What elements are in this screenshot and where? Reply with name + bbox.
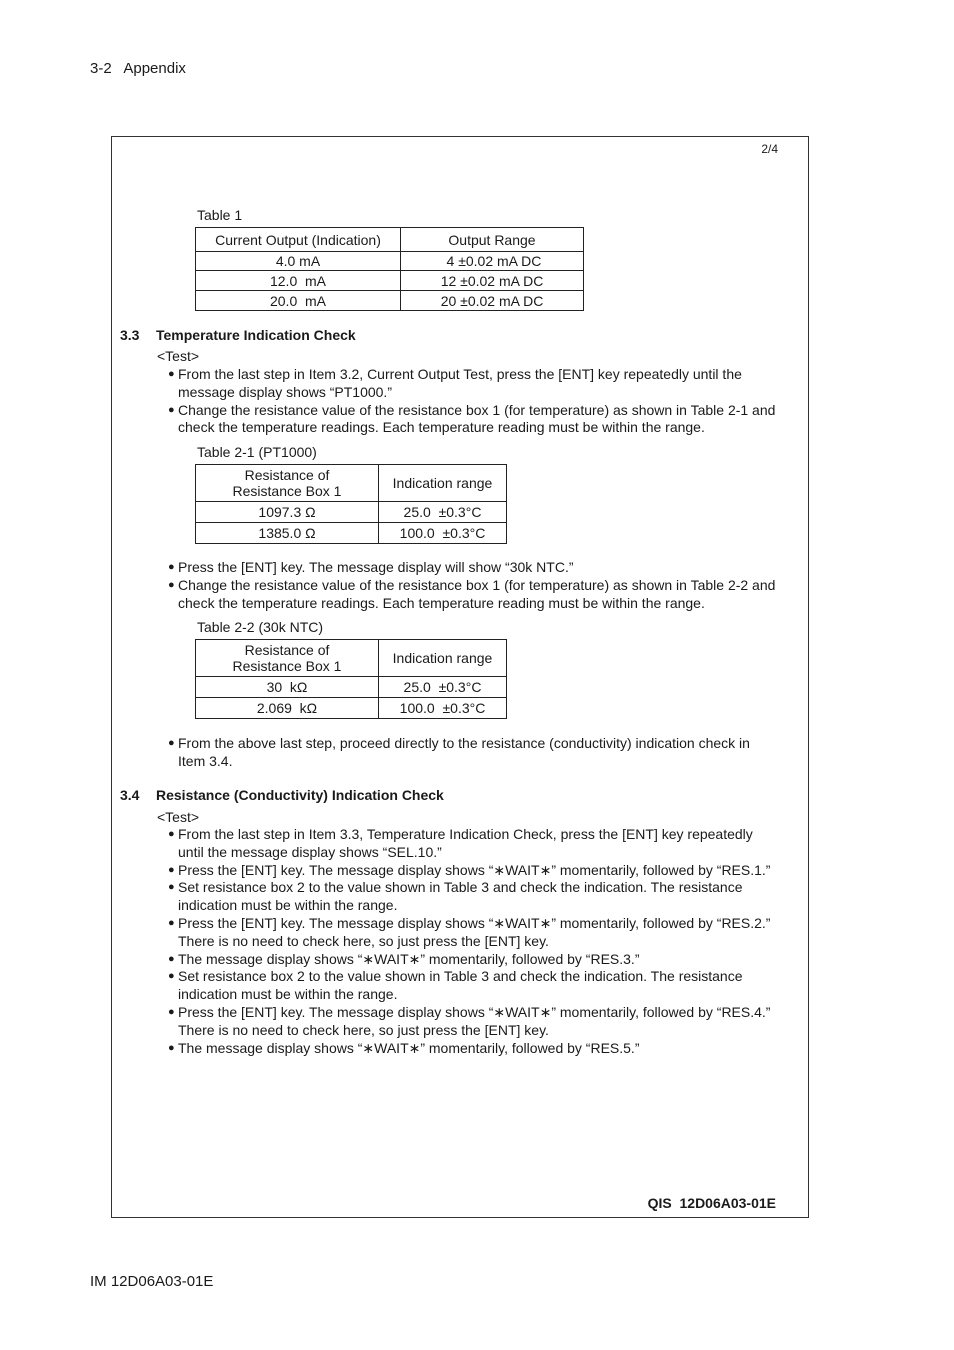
bullet-icon: ● [168,561,175,573]
table21-cell: 1097.3 Ω [196,502,379,523]
bullet-icon: ● [168,368,175,380]
page-number: 2/4 [761,142,778,156]
table1-header: Output Range [401,228,584,252]
list-item: ● Press the [ENT] key. The message display shows “∗WAIT∗” momentarily, followed by “RES.2.” There is no need to check here, so just press the [ENT] key. [168,914,771,949]
bullet-icon: ● [168,1041,175,1054]
bullet-list-3-3b [168,559,780,612]
table21-cell: 25.0 ±0.3°C [379,502,507,523]
table22-cell: 25.0 ±0.3°C [379,677,507,698]
list-item: ● Change the resistance value of the resistance box 1 (for temperature) as shown in Table 2-2 and check the temperature readings. Each temperature reading must be within the range. [168,576,776,611]
list-item: ● From the last step in Item 3.2, Current Output Test, press the [ENT] key repeatedly until the message display shows “PT1000.” [168,366,742,400]
table21-caption: Table 2-1 (PT1000) [197,444,317,460]
table1-cell: 12 ±0.02 mA DC [401,271,584,291]
bullet-list-3-3c [168,735,780,771]
page-header: 3-2 Appendix [90,60,186,77]
list-item: ● Press the [ENT] key. The message display will show “30k NTC.” [168,559,574,575]
bullet-list-3-3a [168,366,780,437]
bullet-icon: ● [168,881,175,894]
section-title: Temperature Indication Check [156,327,356,343]
table22-header: Resistance of Resistance Box 1 [196,640,379,677]
list-item: ● Press the [ENT] key. The message display shows “∗WAIT∗” momentarily, followed by “RES.1.” [168,861,771,878]
list-item: ● From the last step in Item 3.3, Temperature Indication Check, press the [ENT] key repeatedly until the message display shows “SEL.10.” [168,826,753,860]
table22-header: Indication range [379,640,507,677]
bullet-icon: ● [168,1005,175,1018]
table21-header: Indication range [379,465,507,502]
test-label: <Test> [157,348,200,364]
list-item: ● The message display shows “∗WAIT∗” momentarily, followed by “RES.3.” [168,950,640,967]
bullet-icon: ● [168,863,175,876]
table1-cell: 12.0 mA [196,271,401,291]
bullet-list-3-4 [168,826,780,1057]
test-label: <Test> [157,809,200,825]
table22-cell: 2.069 kΩ [196,698,379,719]
list-item: ● The message display shows “∗WAIT∗” momentarily, followed by “RES.5.” [168,1039,640,1056]
list-item: ● Set resistance box 2 to the value shown in Table 3 and check the indication. The resistance indication must be within the range. [168,968,743,1003]
table21-cell: 1385.0 Ω [196,523,379,544]
bullet-icon: ● [168,403,175,416]
list-item: ● Set resistance box 2 to the value shown in Table 3 and check the indication. The resistance indication must be within the range. [168,879,743,914]
table21-cell: 100.0 ±0.3°C [379,523,507,544]
bullet-icon: ● [168,952,175,965]
table1-cell: 20.0 mA [196,291,401,311]
table1-cell: 4 ±0.02 mA DC [401,252,584,271]
table21-header: Resistance of Resistance Box 1 [196,465,379,502]
table1-cell: 20 ±0.02 mA DC [401,291,584,311]
table1-header: Current Output (Indication) [196,228,401,252]
bullet-icon: ● [168,916,175,929]
section-3-3-heading [120,327,356,343]
table1 [195,227,584,311]
table1-cell: 4.0 mA [196,252,401,271]
table2-2 [195,639,507,719]
bullet-icon: ● [168,828,175,840]
list-item: ● From the above last step, proceed directly to the resistance (conductivity) indication check in Item 3.4. [168,735,750,769]
bullet-icon: ● [168,737,175,749]
page-footer: IM 12D06A03-01E [90,1273,214,1290]
table22-cell: 100.0 ±0.3°C [379,698,507,719]
table22-cell: 30 kΩ [196,677,379,698]
table2-1 [195,464,507,544]
section-number: 3.3 [120,327,140,343]
section-3-4-heading [120,787,444,803]
bullet-icon: ● [168,970,175,983]
section-number: 3.4 [120,787,140,803]
list-item: ● Press the [ENT] key. The message display shows “∗WAIT∗” momentarily, followed by “RES.4.” There is no need to check here, so just press the [ENT] key. [168,1003,771,1038]
section-title: Resistance (Conductivity) Indication Check [156,787,444,803]
table22-caption: Table 2-2 (30k NTC) [197,619,324,635]
list-item: ● Change the resistance value of the resistance box 1 (for temperature) as shown in Table 2-1 and check the temperature readings. Each temperature reading must be within the range. [168,401,776,436]
bullet-icon: ● [168,578,175,591]
table1-caption: Table 1 [197,207,243,223]
qis-id: QIS 12D06A03-01E [647,1195,776,1211]
